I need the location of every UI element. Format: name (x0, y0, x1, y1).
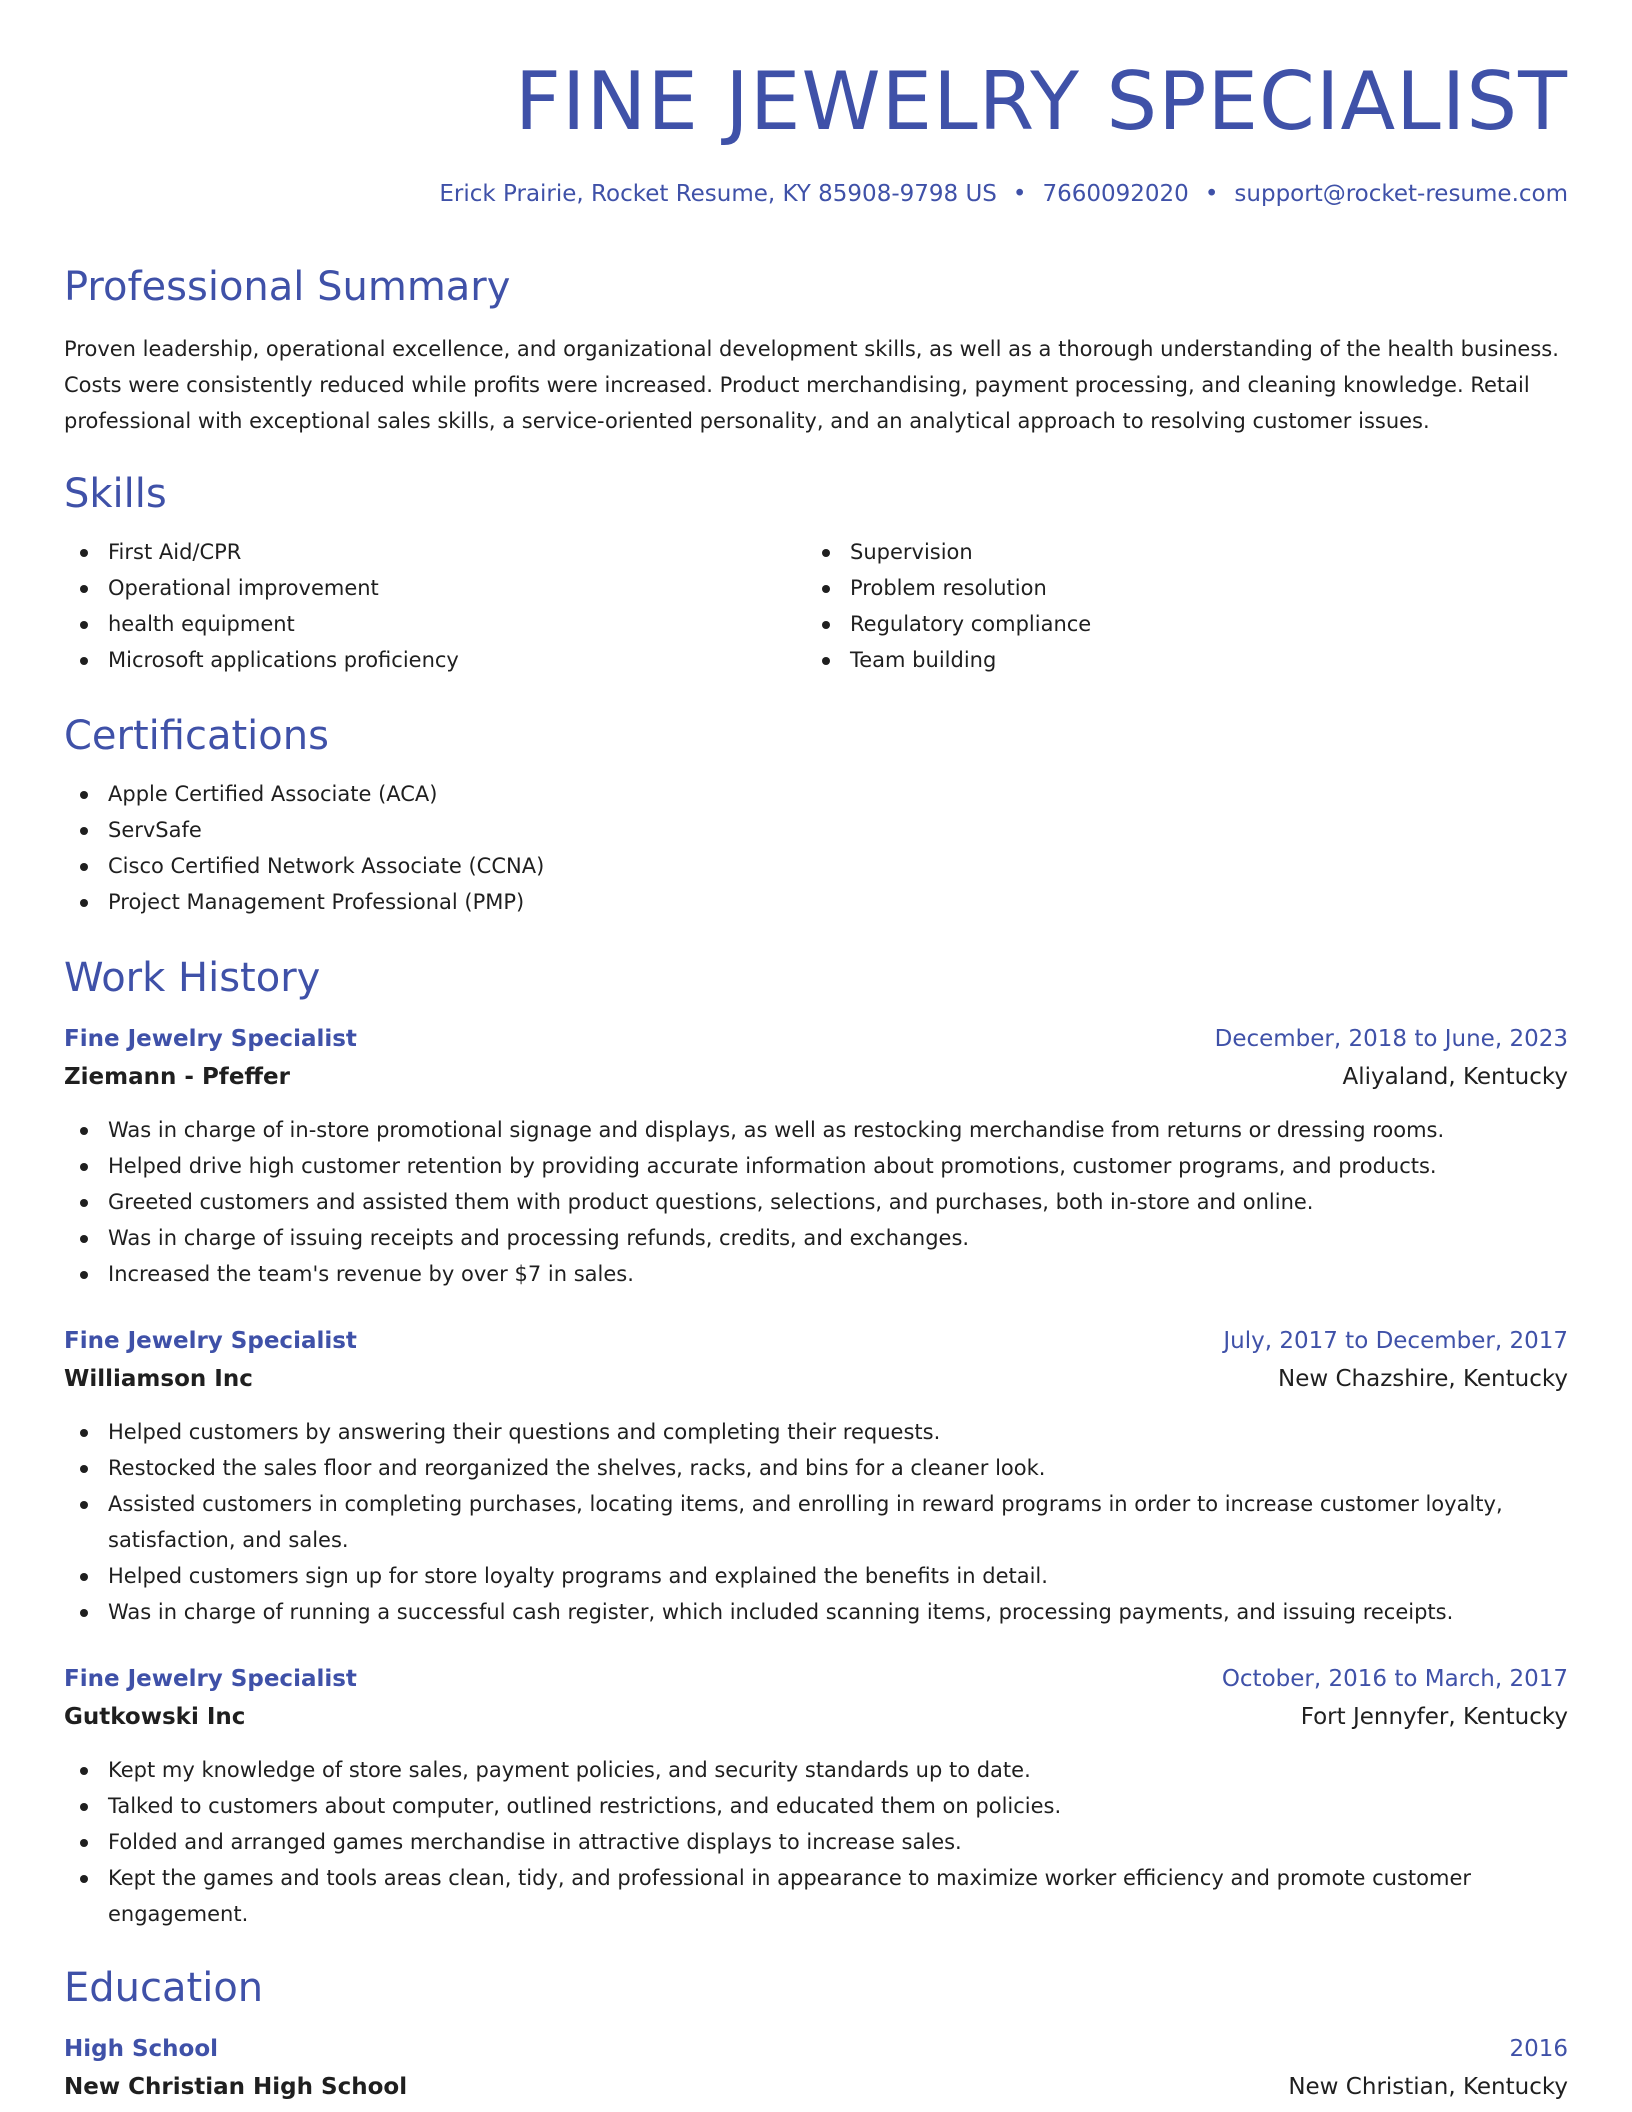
skill-item: Regulatory compliance (806, 606, 1548, 642)
certification-item: Project Management Professional (PMP) (64, 884, 1568, 920)
job-dates: December, 2018 to June, 2023 (1214, 1026, 1568, 1052)
job-header-row (64, 1020, 1568, 1058)
job-location: New Chazshire, Kentucky (1278, 1366, 1568, 1392)
job-bullet: Folded and arranged games merchandise in attractive displays to increase sales. (64, 1824, 1568, 1860)
contact-address: Erick Prairie, Rocket Resume, KY 85908-9798 US (439, 181, 997, 207)
contact-email[interactable]: support@rocket-resume.com (1234, 181, 1568, 207)
job-bullet: Kept the games and tools areas clean, tidy, and professional in appearance to maximize worker efficiency and promote customer engagement. (64, 1860, 1568, 1932)
job-bullet: Assisted customers in completing purchases, locating items, and enrolling in reward programs in order to increase customer loyalty, satisfaction, and sales. (64, 1486, 1568, 1558)
education-year: 2016 (1509, 2036, 1568, 2062)
job-title: Fine Jewelry Specialist (64, 1328, 357, 1354)
resume-page (64, 0, 1568, 2106)
job-title: Fine Jewelry Specialist (64, 1026, 357, 1052)
job-location: Aliyaland, Kentucky (1342, 1064, 1568, 1090)
skills-list-left (64, 534, 806, 678)
job-bullet: Restocked the sales floor and reorganized the shelves, racks, and bins for a cleaner look. (64, 1450, 1568, 1486)
job-bullet: Was in charge of running a successful cash register, which included scanning items, processing payments, and issuing receipts. (64, 1594, 1568, 1630)
job-bullet: Helped customers sign up for store loyalty programs and explained the benefits in detail. (64, 1558, 1568, 1594)
job-company: Ziemann - Pfeffer (64, 1064, 290, 1090)
job-company-row (64, 1058, 1568, 1096)
job-bullet: Greeted customers and assisted them with product questions, selections, and purchases, both in-store and online. (64, 1184, 1568, 1220)
certification-item: Apple Certified Associate (ACA) (64, 776, 1568, 812)
certifications-list (64, 776, 1568, 920)
job-dates: October, 2016 to March, 2017 (1221, 1666, 1568, 1692)
skills-heading: Skills (64, 471, 167, 517)
job-bullet: Kept my knowledge of store sales, payment policies, and security standards up to date. (64, 1752, 1568, 1788)
job-location: Fort Jennyfer, Kentucky (1300, 1704, 1568, 1730)
job-company-row (64, 1698, 1568, 1736)
contact-separator: • (1204, 181, 1219, 207)
skills-list-right (806, 534, 1548, 678)
contact-line (64, 181, 1568, 207)
skill-item: Problem resolution (806, 570, 1548, 606)
skill-item: Supervision (806, 534, 1548, 570)
education-degree: High School (64, 2036, 219, 2062)
contact-phone: 7660092020 (1042, 181, 1189, 207)
education-location: New Christian, Kentucky (1288, 2074, 1568, 2100)
job-bullets (64, 1414, 1568, 1630)
job-bullet: Was in charge of in-store promotional signage and displays, as well as restocking merchandise from returns or dressing rooms. (64, 1112, 1568, 1148)
skill-item: Operational improvement (64, 570, 806, 606)
education-school-row (64, 2068, 1568, 2106)
certification-item: ServSafe (64, 812, 1568, 848)
skill-item: Team building (806, 642, 1548, 678)
job-header-row (64, 1660, 1568, 1698)
summary-text: Proven leadership, operational excellence, and organizational development skills, as well as a thorough understanding of the health business. Costs were consistently reduced while profits were increased. Product merchandising, payment processing, and cleaning knowledge. Retail professional with exceptional sales skills, a service-oriented personality, and an analytical approach to resolving customer issues. (64, 337, 1559, 433)
education-school: New Christian High School (64, 2074, 408, 2100)
job-bullet: Helped drive high customer retention by providing accurate information about promotions, customer programs, and products. (64, 1148, 1568, 1184)
education-header-row (64, 2030, 1568, 2068)
resume-title: FINE JEWELRY SPECIALIST (514, 55, 1568, 148)
job-bullets (64, 1752, 1568, 1932)
job-company-row (64, 1360, 1568, 1398)
education-heading: Education (64, 1965, 264, 2011)
certification-item: Cisco Certified Network Associate (CCNA) (64, 848, 1568, 884)
skill-item: Microsoft applications proficiency (64, 642, 806, 678)
job-entry (64, 1322, 1568, 1630)
summary-heading: Professional Summary (64, 264, 511, 310)
job-company: Gutkowski Inc (64, 1704, 246, 1730)
skill-item: First Aid/CPR (64, 534, 806, 570)
skill-item: health equipment (64, 606, 806, 642)
work-history-heading: Work History (64, 955, 321, 1001)
job-header-row (64, 1322, 1568, 1360)
contact-separator: • (1012, 181, 1027, 207)
job-bullet: Helped customers by answering their questions and completing their requests. (64, 1414, 1568, 1450)
certifications-heading: Certifications (64, 713, 329, 759)
job-bullet: Talked to customers about computer, outlined restrictions, and educated them on policies. (64, 1788, 1568, 1824)
job-title: Fine Jewelry Specialist (64, 1666, 357, 1692)
job-bullet: Increased the team's revenue by over $7 in sales. (64, 1256, 1568, 1292)
job-bullet: Was in charge of issuing receipts and processing refunds, credits, and exchanges. (64, 1220, 1568, 1256)
job-entry (64, 1660, 1568, 1932)
education-entry (64, 2030, 1568, 2106)
job-company: Williamson Inc (64, 1366, 253, 1392)
job-dates: July, 2017 to December, 2017 (1223, 1328, 1568, 1354)
job-bullets (64, 1112, 1568, 1292)
job-entry (64, 1020, 1568, 1292)
skills-columns (64, 534, 1568, 678)
